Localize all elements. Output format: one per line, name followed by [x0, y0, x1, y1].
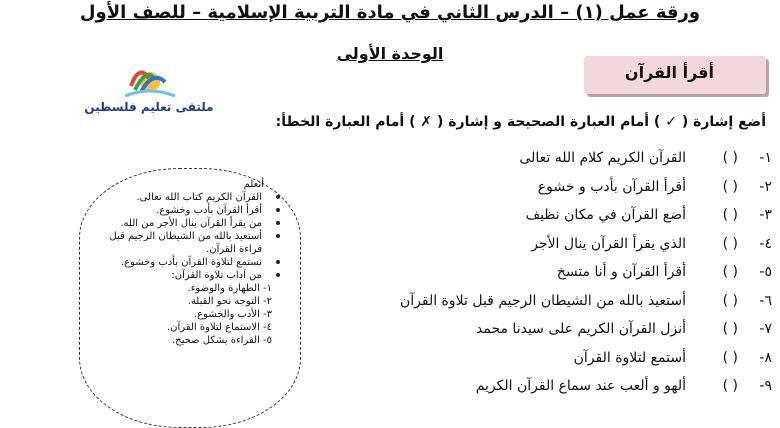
learn-point: من يقرأ القرآن ينال الأجر من الله.	[90, 217, 272, 230]
unit-title: الوحدة الأولى	[336, 44, 444, 63]
question-item: ٥-( )أقرأ القرآن و أنا متسخ	[556, 264, 772, 280]
learn-point: نستمع لتلاوة القرآن بأدب وخشوع.	[90, 256, 272, 269]
question-item: ٧-( )أنزل القرآن الكريم على سيدنا محمد	[476, 321, 772, 337]
etiquette-item: ٢- التوجه نحو القبلة.	[187, 296, 272, 307]
etiquette-item: ٤- الاستماع لتلاوة القرآن.	[167, 322, 272, 333]
worksheet-title: ورقة عمل (١) – الدرس الثاني في مادة التربية الإسلامية – للصف الأول	[79, 2, 701, 23]
etiquette-item: ٣- الأدب والخشوع.	[193, 309, 272, 320]
question-item: ٢-( )أقرأ القرآن بأدب و خشوع	[537, 178, 772, 195]
instruction-text: أضع إشارة ( ✓ ) أمام العبارة الصحيحة و إشارة ( ✗ ) أمام العبارة الخطأ:	[275, 114, 766, 130]
learn-heading: أتعلم	[243, 179, 264, 190]
question-list	[372, 144, 772, 401]
question-item: ٦-( )أستعيذ بالله من الشيطان الرجيم قبل تلاوة القرآن	[399, 292, 772, 309]
etiquette-item: ١- الطهارة والوضوء.	[187, 283, 272, 294]
question-item: ١-( )القرآن الكريم كلام الله تعالى	[519, 150, 772, 166]
learn-box	[90, 178, 286, 347]
logo-text: ملتقى تعليم فلسطين	[84, 100, 214, 114]
learn-point: القرآن الكريم كتاب الله تعالى.	[90, 191, 272, 204]
learn-point: من آداب تلاوة القرآن:	[90, 269, 272, 282]
question-item: ٨-( )أستمع لتلاوة القرآن	[573, 349, 772, 366]
question-item: ٣-( )أضع القرآن في مكان نظيف	[525, 207, 772, 223]
question-item: ٩-( )ألهو و ألعب عند سماع القرآن الكريم	[475, 378, 772, 394]
question-item: ٤-( )الذي يقرأ القرآن ينال الأجر	[531, 235, 772, 252]
learn-point: أستعيذ بالله من الشيطان الرجيم قبل قراءة القرآن.	[90, 230, 272, 256]
learn-point: أقرأ القرآن بأدب وخشوع.	[90, 204, 272, 217]
lesson-title: أقرأ القرآن	[624, 63, 714, 82]
lesson-title-box	[584, 56, 766, 94]
etiquette-item: ٥- القراءة بشكل صحيح.	[171, 335, 272, 346]
